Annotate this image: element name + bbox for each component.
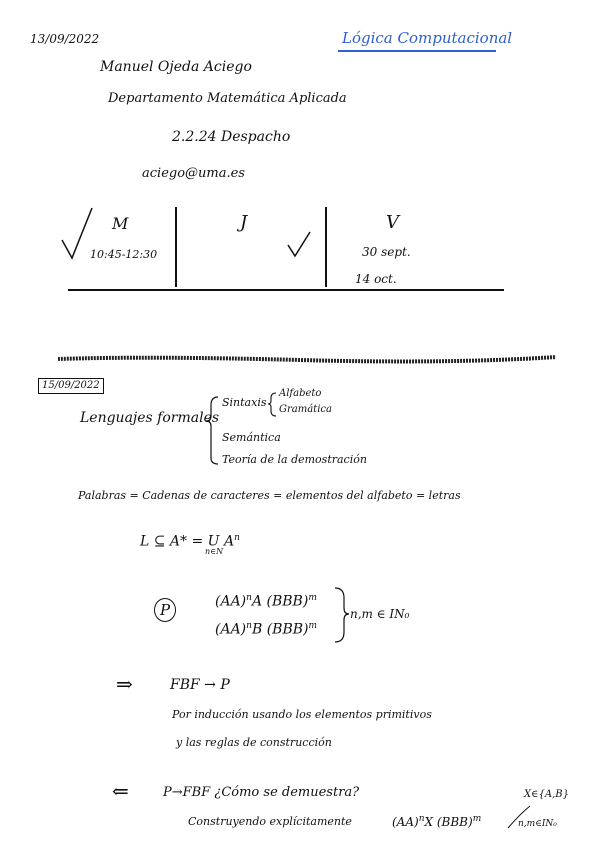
section-separator xyxy=(58,357,556,361)
impl1-text: FBF → P xyxy=(170,677,230,693)
p-expr-1: (AA)$^n$A (BBB)$^m$ xyxy=(215,593,317,610)
date-header: 13/09/2022 xyxy=(30,32,100,46)
impl2-text: P→FBF ¿Cómo se demuestra? xyxy=(163,785,360,800)
implies-right-icon: ⇒ xyxy=(116,672,133,696)
semantica-label: Semántica xyxy=(222,431,281,444)
brace-set xyxy=(335,588,349,642)
check-icon xyxy=(62,208,92,258)
teoria-label: Teoría de la demostración xyxy=(222,453,367,466)
induccion-line-1: Por inducción usando los elementos primitivos xyxy=(172,708,432,721)
schedule-col-v: V xyxy=(386,212,399,233)
palabras-definition: Palabras = Cadenas de caracteres = elementos del alfabeto = letras xyxy=(78,489,461,502)
p-expr-2: (AA)$^n$B (BBB)$^m$ xyxy=(215,621,318,638)
sintaxis-label: Sintaxis xyxy=(222,396,267,409)
subject-title: Lógica Computacional xyxy=(342,29,513,47)
department: Departamento Matemática Aplicada xyxy=(108,91,347,106)
schedule-col-m: M xyxy=(112,214,129,233)
schedule-date-1: 30 sept. xyxy=(362,245,411,259)
construyendo-condition: n,m∈IN₀ xyxy=(518,819,557,829)
schedule-col-j: J xyxy=(240,212,248,233)
alfabeto-label: Alfabeto xyxy=(279,388,322,399)
p-circle: P xyxy=(154,598,176,622)
x-set: X∈{A,B} xyxy=(524,789,569,800)
office: 2.2.24 Despacho xyxy=(172,129,291,145)
construyendo-label: Construyendo explícitamente xyxy=(188,815,352,828)
email: aciego@uma.es xyxy=(142,166,245,181)
gramatica-label: Gramática xyxy=(279,404,332,415)
brace-lenguajes xyxy=(206,397,218,464)
induccion-line-2: y las reglas de construcción xyxy=(176,736,332,749)
lenguajes-formales: Lenguajes formales xyxy=(80,410,220,426)
formula-union-sub: n∈N xyxy=(205,547,224,556)
check-icon xyxy=(288,232,310,256)
formula-l: L ⊆ A* = U $A^n$ xyxy=(140,533,240,550)
schedule-hours: 10:45-12:30 xyxy=(90,248,158,261)
construyendo-expr: (AA)$^n$X (BBB)$^m$ xyxy=(392,814,482,829)
implies-left-icon: ⇐ xyxy=(112,779,129,803)
professor-name: Manuel Ojeda Aciego xyxy=(100,59,252,75)
section-date-box: 15/09/2022 xyxy=(38,378,104,394)
p-set-condition: n,m ∈ IN₀ xyxy=(350,607,410,621)
schedule-date-2: 14 oct. xyxy=(355,272,397,286)
brace-sintaxis xyxy=(268,393,276,416)
